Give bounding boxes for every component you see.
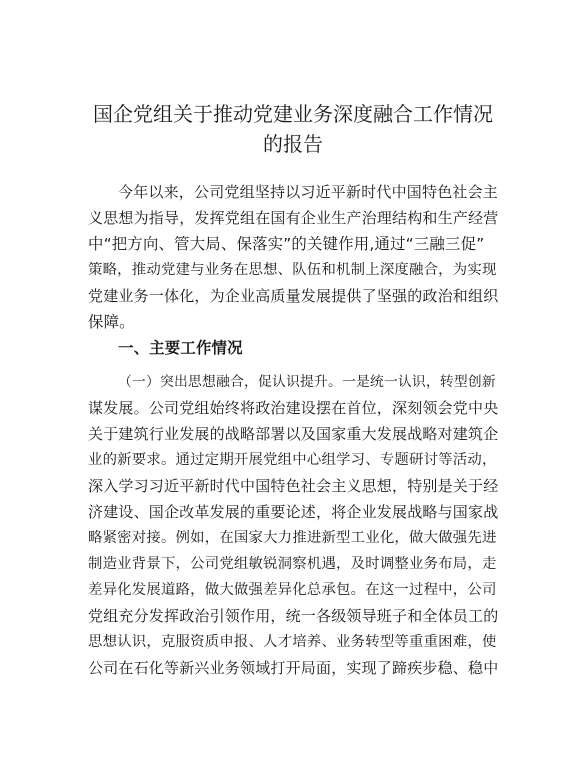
section1-paragraph-line: 制造业背景下，公司党组敏锐洞察机遇，及时调整业务布局，走 [88, 556, 497, 572]
intro-paragraph-line: 策略，推动党建与业务在思想、队伍和机制上深度融合，为实现 [88, 262, 497, 278]
section-heading: 一、主要工作情况 [118, 339, 243, 357]
section1-paragraph-line: 差异化发展道路，做大做强差异化总承包。在这一过程中，公司 [88, 582, 497, 598]
intro-paragraph-line: 保障。 [88, 313, 135, 331]
intro-paragraph-line: 今年以来，公司党组坚持以习近平新时代中国特色社会主 [118, 183, 499, 201]
section1-paragraph-line: 公司在石化等新兴业务领域打开局面，实现了蹄疾步稳、稳中 [88, 659, 499, 677]
section1-paragraph-line: 谋发展。公司党组始终将政治建设摆在首位，深刻领会党中央 [88, 399, 499, 417]
intro-paragraph-line: 中“把方向、管大局、保落实”的关键作用,通过“三融三促” [88, 235, 485, 253]
intro-paragraph-line: 义思想为指导，发挥党组在国有企业生产治理结构和生产经营 [88, 209, 499, 227]
section1-paragraph-line: 深入学习习近平新时代中国特色社会主义思想，特别是关于经 [88, 477, 499, 495]
section1-paragraph-line: 党组充分发挥政治引领作用，统一各级领导班子和全体员工的 [88, 607, 499, 625]
intro-paragraph-line: 党建业务一体化，为企业高质量发展提供了坚强的政治和组织 [88, 287, 499, 305]
section1-paragraph-line: 业的新要求。通过定期开展党组中心组学习、专题研讨等活动， [88, 452, 497, 468]
section1-paragraph-line: 略紧密对接。例如，在国家大力推进新型工业化，做大做强先进 [88, 530, 497, 546]
report-title-line-1: 国企党组关于推动党建业务深度融合工作情况 [93, 102, 493, 126]
report-title-line-2: 的报告 [263, 132, 323, 156]
section1-paragraph-line: 关于建筑行业发展的战略部署以及国家重大发展战略对建筑企 [88, 425, 499, 443]
section1-paragraph-line: （一）突出思想融合，促认识提升。一是统一认识，转型创新 [118, 374, 496, 390]
section1-paragraph-line: 思想认识，克服资质申报、人才培养、业务转型等重重困难，使 [88, 634, 497, 650]
section1-paragraph-line: 济建设、国企改革发展的重要论述，将企业发展战略与国家战 [88, 503, 499, 521]
